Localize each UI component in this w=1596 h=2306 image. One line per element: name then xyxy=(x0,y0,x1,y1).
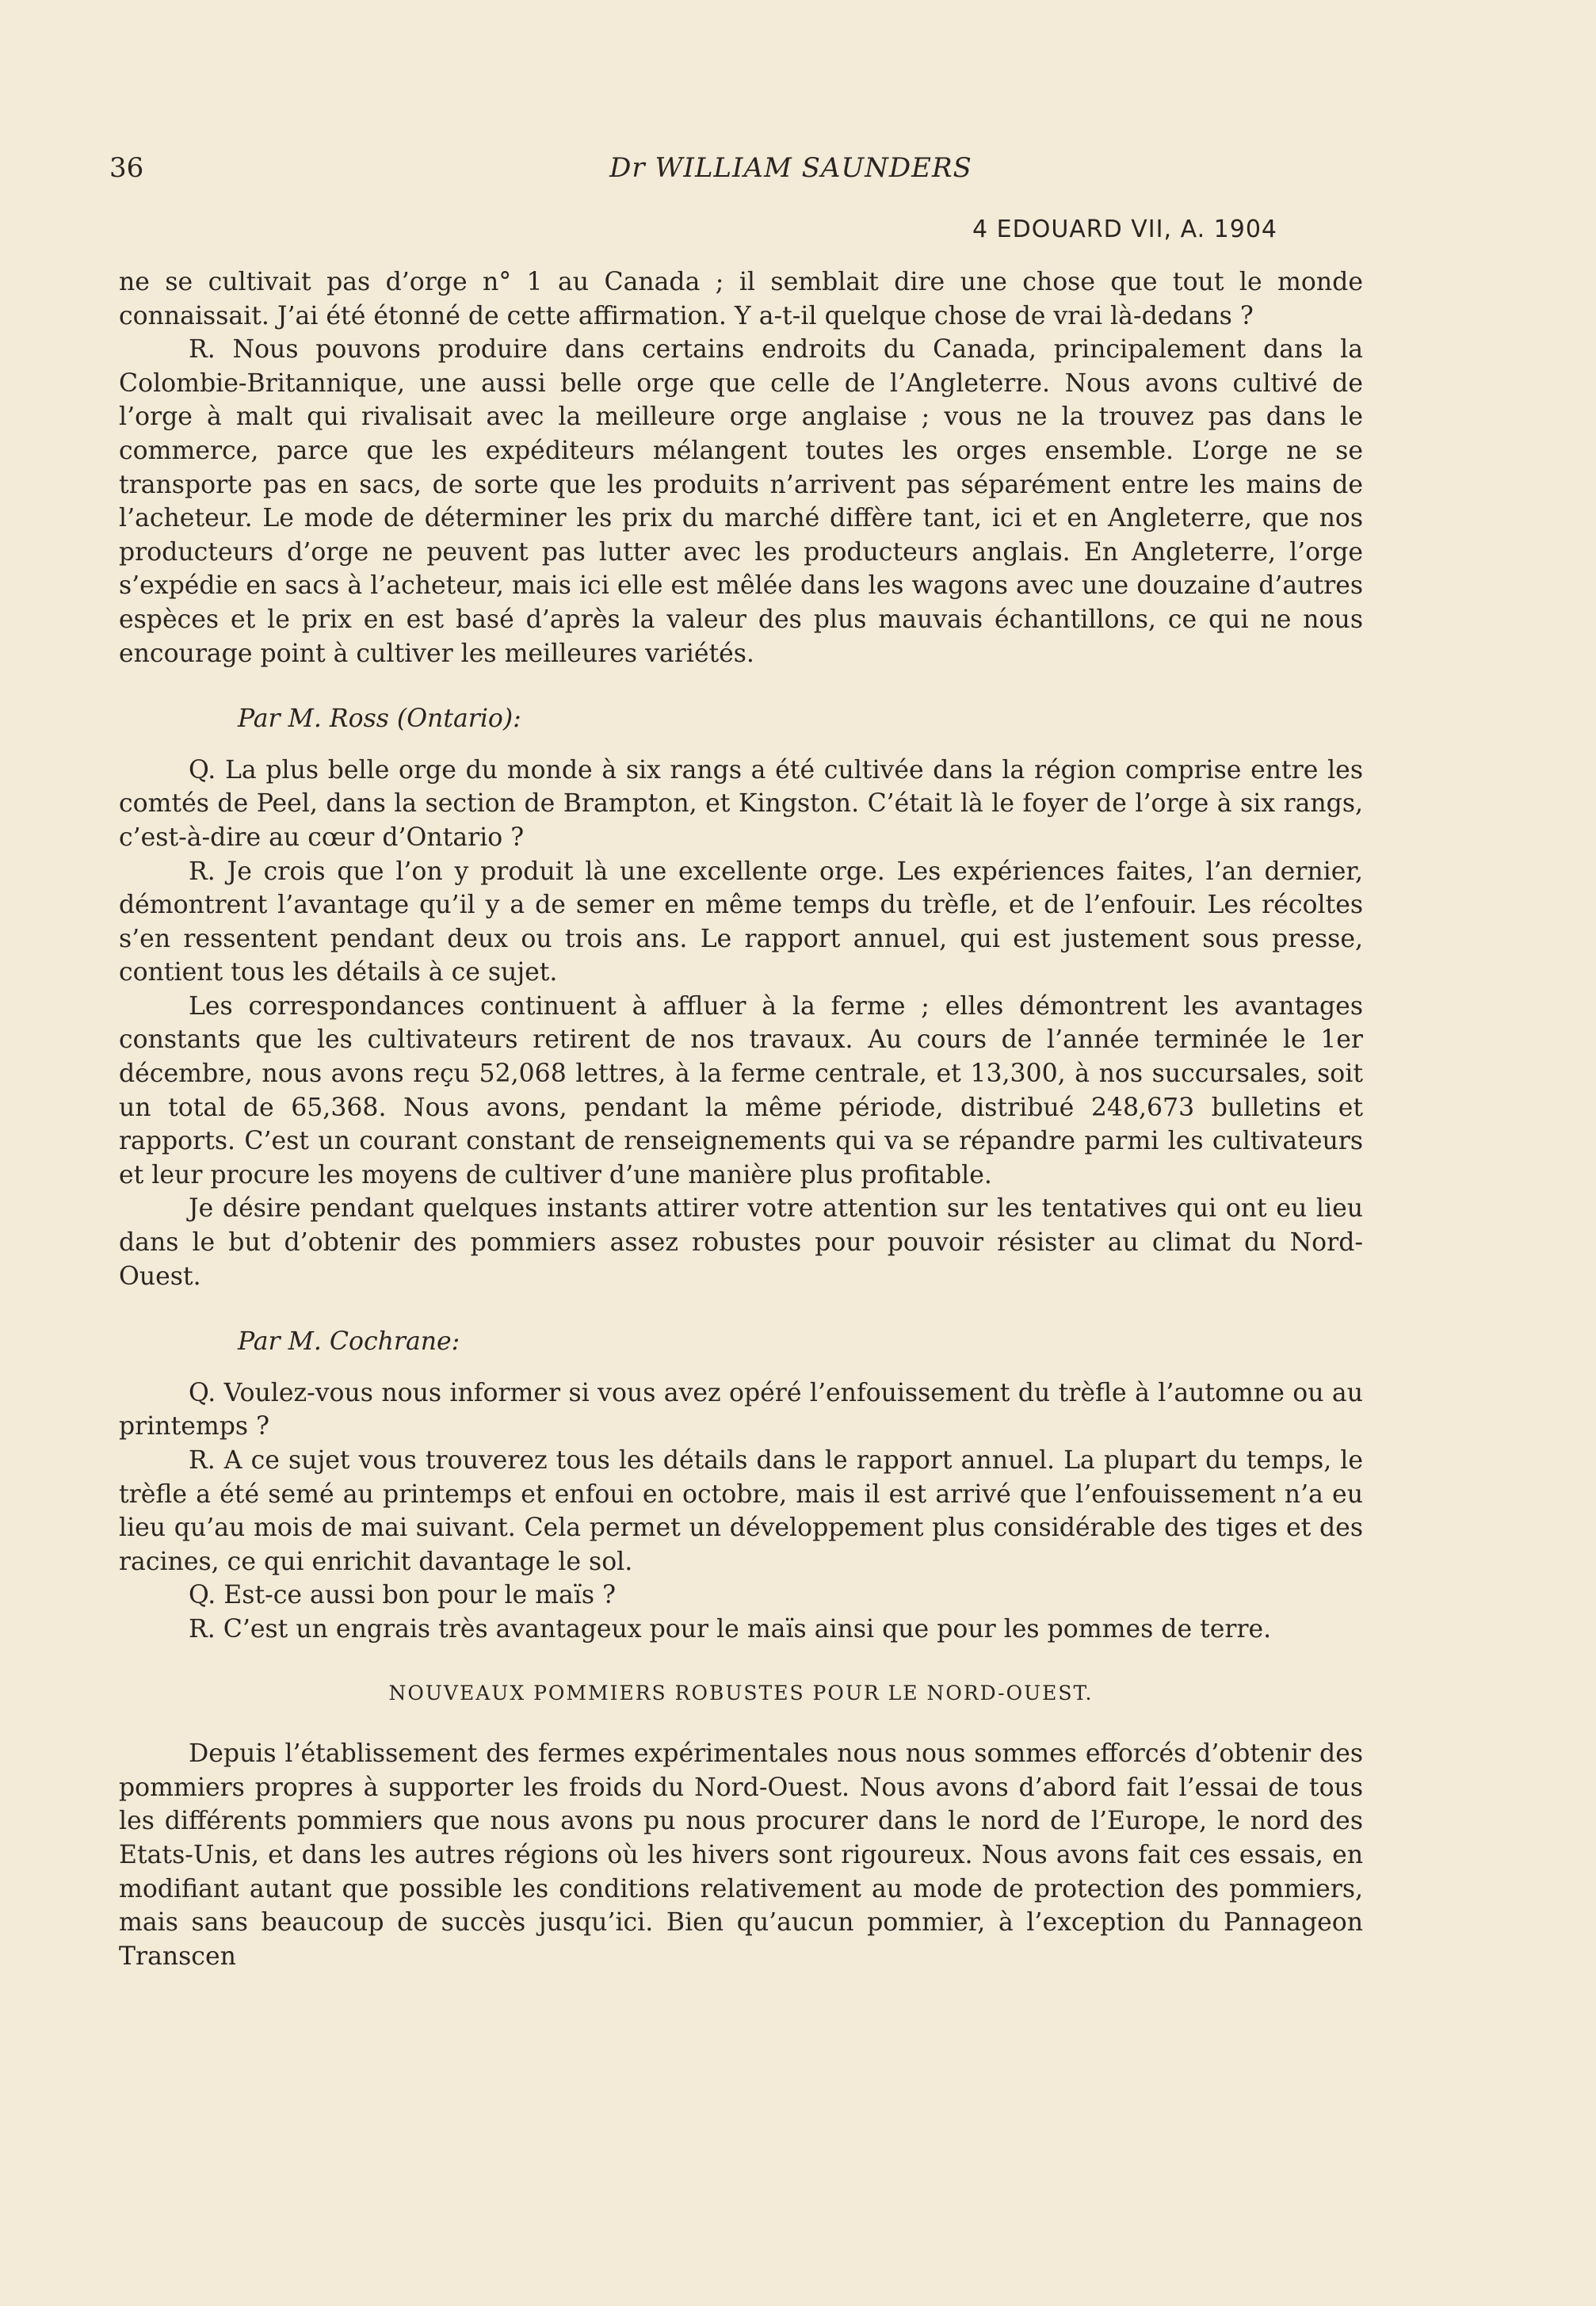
body-paragraph: Depuis l’établissement des fermes expérimentales nous nous sommes efforcés d’obtenir des pommiers propres à supporter les froids du Nord-Ouest. Nous avons d’abord fait l’essai de tous les différents pommiers que nous avons pu nous procurer dans le nord de l’Europe, le nord des Etats-Unis, et dans les autres régions où les hivers sont rigoureux. Nous avons fait ces essais, en modifiant autant que possible les conditions relativement au mode de protection des pommiers, mais sans beaucoup de succès jusqu’ici. Bien qu’aucun pommier, à l’exception du Pannageon Transcen xyxy=(119,1739,1363,1971)
body-text xyxy=(119,265,1363,1973)
question-paragraph: Q. Est-ce aussi bon pour le maïs ? xyxy=(189,1581,616,1610)
answer-paragraph: R. Je crois que l’on y produit là une excellente orge. Les expériences faites, l’an dernier, démontrent l’avantage qu’il y a de semer en même temps du trèfle, et de l’enfouir. Les récoltes s’en ressentent pendant deux ou trois ans. Le rapport annuel, qui est justement sous presse, contient tous les détails à ce sujet. xyxy=(119,857,1363,987)
answer-paragraph: R. A ce sujet vous trouverez tous les détails dans le rapport annuel. La plupart du temps, le trèfle a été semé au printemps et enfoui en octobre, mais il est arrivé que l’enfouissement n’a eu lieu qu’au mois de mai suivant. Cela permet un développement plus considérable des tiges et des racines, ce qui enrichit davantage le sol. xyxy=(119,1446,1363,1576)
speaker-heading-ross: Par M. Ross (Ontario): xyxy=(238,704,521,734)
section-heading: NOUVEAUX POMMIERS ROBUSTES POUR LE NORD-OUEST. xyxy=(388,1681,1094,1705)
answer-paragraph: R. C’est un engrais très avantageux pour le maïs ainsi que pour les pommes de terre. xyxy=(189,1614,1272,1644)
question-paragraph: Q. Voulez-vous nous informer si vous avez opéré l’enfouissement du trèfle à l’automne ou au printemps ? xyxy=(119,1378,1363,1441)
page-number: 36 xyxy=(109,152,144,184)
body-paragraph: Je désire pendant quelques instants attirer votre attention sur les tentatives qui ont eu lieu dans le but d’obtenir des pommiers assez robustes pour pouvoir résister au climat du Nord-Ouest. xyxy=(119,1194,1363,1291)
page-header xyxy=(109,152,1472,197)
session-label: 4 EDOUARD VII, A. 1904 xyxy=(972,216,1277,243)
paragraph-continuation: ne se cultivait pas d’orge n° 1 au Canada ; il semblait dire une chose que tout le monde connaissait. J’ai été étonné de cette affirmation. Y a-t-il quelque chose de vrai là-dedans ? xyxy=(119,268,1363,330)
running-title: Dr WILLIAM SAUNDERS xyxy=(609,152,972,184)
answer-paragraph: R. Nous pouvons produire dans certains endroits du Canada, principalement dans la Colombie-Britannique, une aussi belle orge que celle de l’Angleterre. Nous avons cultivé de l’orge à malt qui rivalisait avec la meilleure orge anglaise ; vous ne la trouvez pas dans le commerce, parce que les expéditeurs mélangent toutes les orges ensemble. L’orge ne se transporte pas en sacs, de sorte que les produits n’arrivent pas séparément entre les mains de l’acheteur. Le mode de déterminer les prix du marché diffère tant, ici et en Angleterre, que nos producteurs d’orge ne peuvent pas lutter avec les producteurs anglais. En Angleterre, l’orge s’expédie en sacs à l’acheteur, mais ici elle est mêlée dans les wagons avec une douzaine d’autres espèces et le prix en est basé d’après la valeur des plus mauvais échantillons, ce qui ne nous encourage point à cultiver les meilleures variétés. xyxy=(119,335,1363,668)
body-paragraph: Les correspondances continuent à affluer à la ferme ; elles démontrent les avantages constants que les cultivateurs retirent de nos travaux. Au cours de l’année terminée le 1er décembre, nous avons reçu 52,068 lettres, à la ferme centrale, et 13,300, à nos succursales, soit un total de 65,368. Nous avons, pendant la même période, distribué 248,673 bulletins et rapports. C’est un courant constant de renseignements qui va se répandre parmi les cultivateurs et leur procure les moyens de cultiver d’une manière plus profitable. xyxy=(119,991,1363,1189)
question-paragraph: Q. La plus belle orge du monde à six rangs a été cultivée dans la région comprise entre les comtés de Peel, dans la section de Brampton, et Kingston. C’était là le foyer de l’orge à six rangs, c’est-à-dire au cœur d’Ontario ? xyxy=(119,755,1363,852)
speaker-heading-cochrane: Par M. Cochrane: xyxy=(238,1327,460,1357)
